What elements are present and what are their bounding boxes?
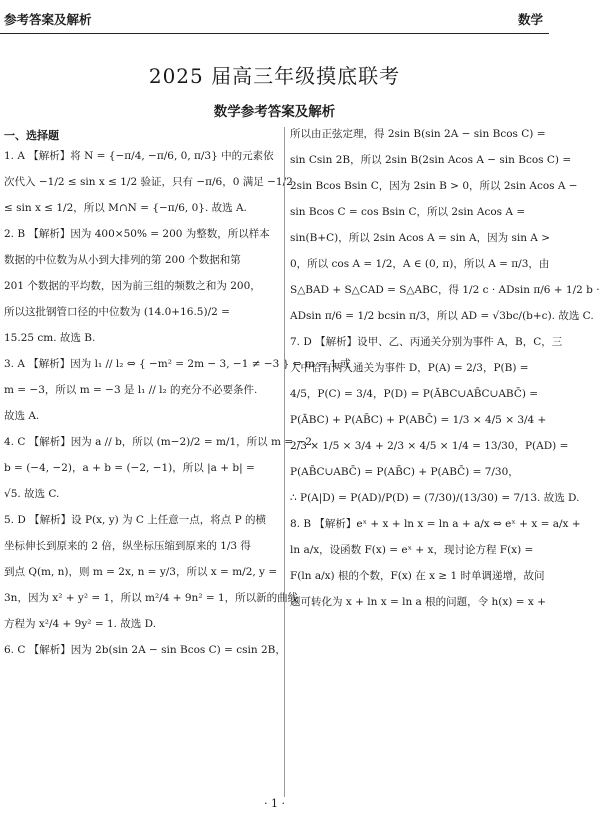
text-line: √5. 故选 C. xyxy=(4,488,60,500)
text-line: 题可转化为 x + ln x = ln a 根的问题，令 h(x) = x + xyxy=(290,596,546,608)
text-line: 数据的中位数为从小到大排列的第 200 个数据和第 xyxy=(4,254,241,266)
text-line: P(ĀBC) + P(AB̄C) + P(ABC̄) = 1/3 × 4/5 × 3/4 + xyxy=(290,414,547,426)
text-line: ln a/x，设函数 F(x) = eˣ + x，现讨论方程 F(x) = xyxy=(290,544,534,556)
text-line: 次代入 −1/2 ≤ sin x ≤ 1/2 验证，只有 −π/6，0 满足 −1/2 xyxy=(4,176,293,188)
text-line: 方程为 x²/4 + 9y² = 1. 故选 D. xyxy=(4,618,157,630)
text-line: m = −3，所以 m = −3 是 l₁ // l₂ 的充分不必要条件. xyxy=(4,384,258,396)
text-line: 15.25 cm. 故选 B. xyxy=(4,332,96,344)
section-heading: 一、选择题 xyxy=(4,129,59,142)
text-line: F(ln a/x) 根的个数，F(x) 在 x ≥ 1 时单调递增，故问 xyxy=(290,570,545,582)
text-line: b = (−4, −2)，a + b = (−2, −1)，所以 |a + b| = xyxy=(4,462,255,474)
text-line: sin(B+C)，所以 2sin Acos A = sin A，因为 sin A > xyxy=(290,232,551,244)
text-line: 201 个数据的平均数，因为前三组的频数之和为 200， xyxy=(4,280,261,292)
text-line: 3n，因为 x² + y² = 1，所以 m²/4 + 9n² = 1，所以新的曲线 xyxy=(4,592,299,604)
page-title: 2025 届高三年级摸底联考 xyxy=(148,64,401,88)
text-line: 2sin Bcos Bsin C，因为 2sin B > 0，所以 2sin Acos A − xyxy=(290,180,578,192)
text-line: ADsin π/6 = 1/2 bcsin π/3，所以 AD = √3bc/(b+c). 故选 C. xyxy=(290,310,594,322)
text-line: 4. C 【解析】因为 a // b，所以 (m−2)/2 = m/1，所以 m = −2. xyxy=(4,436,316,448)
header-left-title: 参考答案及解析 xyxy=(4,12,92,27)
text-line: sin Bcos C = cos Bsin C，所以 2sin Acos A = xyxy=(290,206,526,218)
text-line: P(AB̄C∪ABC̄) = P(AB̄C) + P(ABC̄) = 7/30， xyxy=(290,466,519,478)
text-line: sin Csin 2B，所以 2sin B(2sin Acos A − sin Bcos C) = xyxy=(290,154,572,166)
text-line: 所以由正弦定理，得 2sin B(sin 2A − sin Bcos C) = xyxy=(290,128,546,140)
text-line: 人中恰有两人通关为事件 D，P(A) = 2/3，P(B) = xyxy=(290,362,529,374)
text-line: 到点 Q(m, n)，则 m = 2x, n = y/3，所以 x = m/2, y = xyxy=(4,566,278,578)
text-line: 故选 A. xyxy=(4,410,40,422)
text-line: 所以这批钢管口径的中位数为 (14.0+16.5)/2 = xyxy=(4,306,230,318)
text-line: 2/3 × 1/5 × 3/4 + 2/3 × 4/5 × 1/4 = 13/30，P(AD) = xyxy=(290,440,569,452)
text-line: 2. B 【解析】因为 400×50% = 200 为整数，所以样本 xyxy=(4,228,270,240)
left-column xyxy=(4,127,351,797)
text-line: 8. B 【解析】eˣ + x + ln x = ln a + a/x ⇔ eˣ + x = a/x + xyxy=(290,518,581,530)
text-line: 1. A 【解析】将 N = {−π/4, −π/6, 0, π/3} 中的元素依 xyxy=(4,150,274,162)
text-line: ∴ P(A|D) = P(AD)/P(D) = (7/30)/(13/30) = 7/13. 故选 D. xyxy=(290,492,580,504)
text-line: 6. C 【解析】因为 2b(sin 2A − sin Bcos C) = csin 2B， xyxy=(4,644,286,656)
text-line: S△BAD + S△CAD = S△ABC，得 1/2 c · ADsin π/6 + 1/2 b · xyxy=(290,284,600,296)
right-column xyxy=(290,127,600,797)
text-line: ≤ sin x ≤ 1/2，所以 M∩N = {−π/6, 0}. 故选 A. xyxy=(4,202,247,214)
text-line: 0，所以 cos A = 1/2，A ∈ (0, π)，所以 A = π/3，由 xyxy=(290,258,550,270)
text-line: 坐标伸长到原来的 2 倍，纵坐标压缩到原来的 1/3 得 xyxy=(4,540,251,552)
page-subtitle: 数学参考答案及解析 xyxy=(213,104,336,120)
text-line: 5. D 【解析】设 P(x, y) 为 C 上任意一点，将点 P 的横 xyxy=(4,514,267,526)
text-line: 4/5，P(C) = 3/4，P(D) = P(ĀBC∪AB̄C∪ABC̄) = xyxy=(290,388,539,400)
column-divider xyxy=(284,127,285,797)
header-rule xyxy=(0,33,549,34)
text-line: 3. A 【解析】因为 l₁ // l₂ ⇔ { −m² = 2m − 3, −1 ≠ −3 } ⇔ m = 1 或 xyxy=(4,358,351,370)
header-subject: 数学 xyxy=(517,12,543,27)
page-number: · 1 · xyxy=(264,797,285,810)
text-line: 7. D 【解析】设甲、乙、丙通关分别为事件 A，B，C，三 xyxy=(290,336,563,348)
